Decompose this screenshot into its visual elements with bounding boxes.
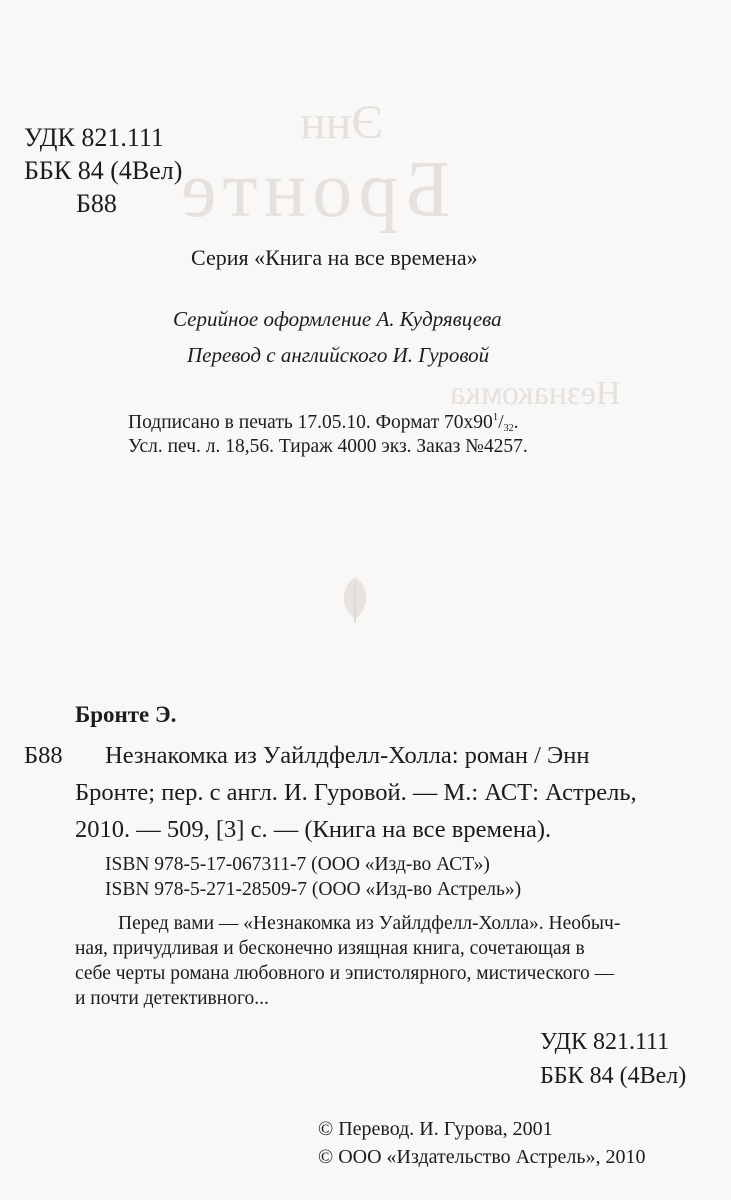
show-through-decoration: Энн	[300, 96, 384, 149]
copyright-translation: © Перевод. И. Гурова, 2001	[318, 1118, 553, 1140]
imprint-line-1: Подписано в печать 17.05.10. Формат $70х90^1/_{32}$.	[128, 411, 519, 434]
imprint-line-2: Усл. печ. л. 18,56. Тираж 4000 экз. Заказ №4257.	[128, 436, 528, 457]
design-credit: Серийное оформление А. Кудрявцева	[173, 307, 502, 331]
biblio-line-3: 2010. — 509, [3] с. — (Книга на все времена).	[75, 816, 552, 843]
annotation-line-3: себе черты романа любовного и эпистолярного, мистического —	[75, 963, 615, 984]
biblio-line-1: Незнакомка из Уайлдфелл-Холла: роман / Энн	[105, 742, 590, 769]
isbn-astrel: ISBN 978-5-271-28509-7 (ООО «Изд-во Астрель»)	[105, 879, 522, 900]
translation-credit: Перевод с английского И. Гуровой	[187, 343, 490, 367]
annotation-line-2: ная, причудливая и бесконечно изящная книга, сочетающая в	[75, 938, 585, 959]
catalog-udk-code: УДК 821.111	[540, 1029, 670, 1055]
leaf-emblem-icon	[335, 575, 375, 625]
series-title: Серия «Книга на все времена»	[191, 245, 478, 270]
bbk-code: ББК 84 (4Вел)	[24, 156, 183, 185]
catalog-bbk-code: ББК 84 (4Вел)	[540, 1063, 687, 1089]
udk-code: УДК 821.111	[24, 123, 164, 152]
copyright-publisher: © ООО «Издательство Астрель», 2010	[318, 1146, 646, 1168]
biblio-line-2: Бронте; пер. с англ. И. Гуровой. — М.: АСТ: Астрель,	[75, 779, 637, 806]
author-mark: Б88	[76, 189, 117, 218]
annotation-line-4: и почти детективного...	[75, 988, 269, 1009]
annotation-line-1: Перед вами — «Незнакомка из Уайлдфелл-Холла». Необыч-	[118, 913, 621, 934]
catalog-mark: Б88	[24, 742, 63, 769]
isbn-ast: ISBN 978-5-17-067311-7 (ООО «Изд-во АСТ»)	[105, 854, 490, 875]
show-through-decoration: Бронте	[175, 146, 451, 234]
catalog-author: Бронте Э.	[75, 702, 177, 727]
show-through-decoration: Незнакомка	[450, 375, 621, 412]
